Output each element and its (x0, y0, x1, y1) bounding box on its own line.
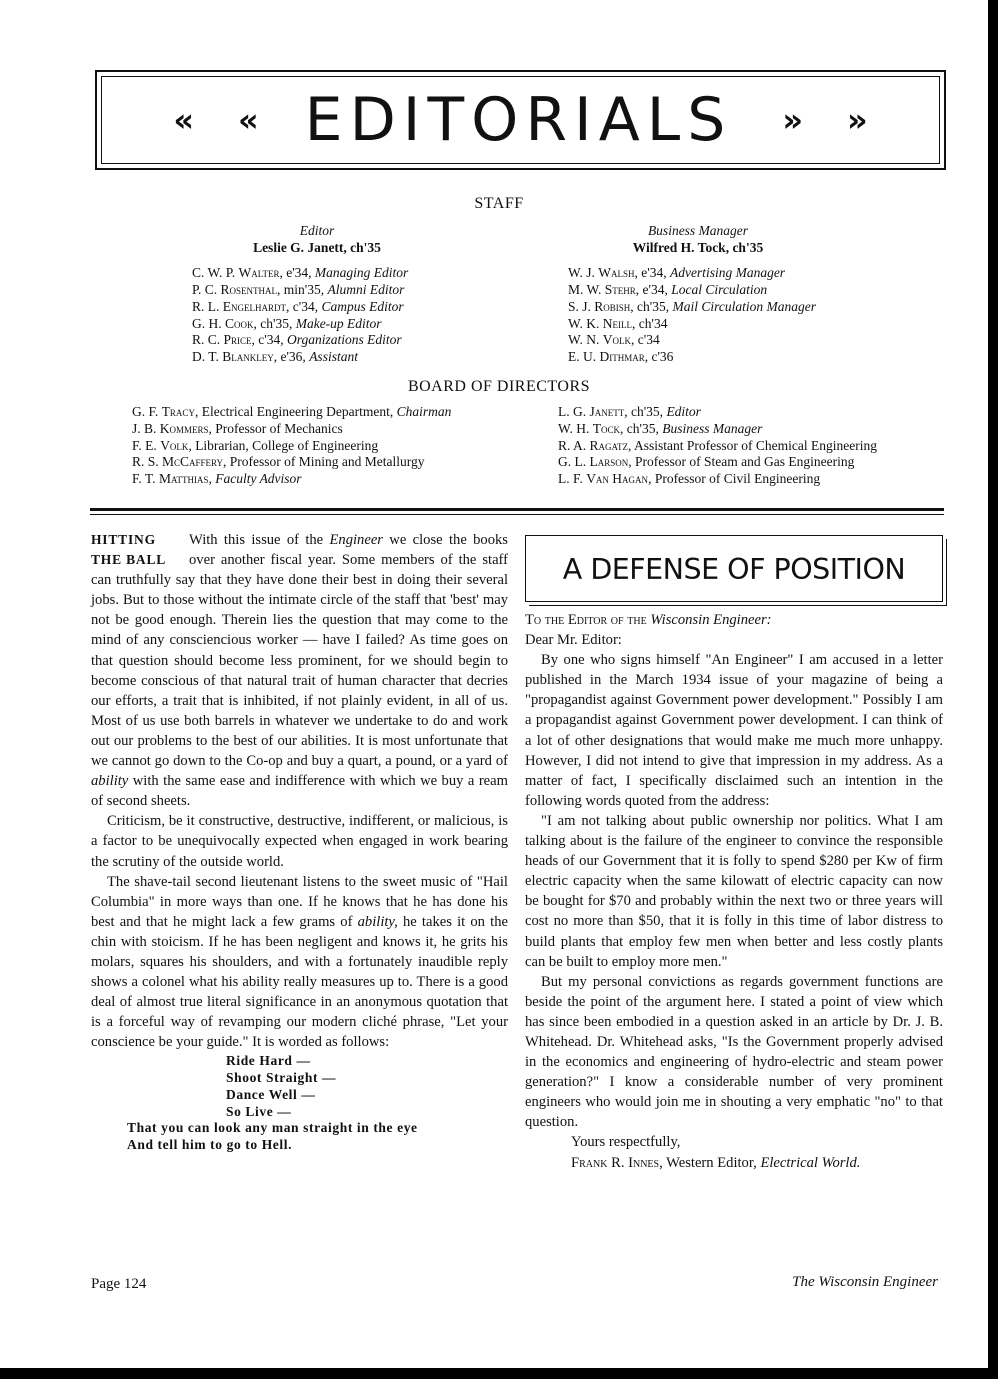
member-initials: J. B. (132, 420, 160, 436)
business-manager-title: Business Manager (647, 223, 749, 238)
member-initials: F. T. (132, 471, 159, 487)
member-class: , ch'35, (630, 298, 673, 314)
member-class: , e'34, (634, 265, 670, 281)
member-initials: R. L. (192, 298, 223, 314)
member-surname: McCaffery (162, 454, 224, 470)
board-right-list (558, 404, 958, 488)
staff-editorial-column (192, 223, 522, 366)
member-surname: Rosenthal (220, 282, 278, 298)
page-edge-bottom (0, 1368, 998, 1379)
member-surname: Neill (602, 315, 633, 331)
member-initials: W. N. (568, 332, 603, 348)
member-surname: Ragatz (589, 437, 629, 453)
member-role: Assistant (309, 348, 358, 364)
sidehead-line: HITTING (91, 532, 156, 547)
left-guillemet: « (238, 101, 259, 139)
member-role: Alumni Editor (327, 282, 405, 298)
member-surname: Janett (589, 404, 625, 419)
member-surname: Dithmar (599, 348, 645, 364)
member-surname: Engelhardt (222, 298, 287, 314)
member-class: , ch'34 (632, 315, 668, 331)
right-guillemet: » (846, 101, 868, 139)
member-surname: Volk (160, 437, 189, 453)
poem-line: And tell him to go to Hell. (127, 1136, 293, 1152)
letter-address: To the Editor of the Wisconsin Engineer: (525, 612, 772, 628)
member-role: Mail Circulation Manager (672, 298, 816, 314)
member-surname: Tock (592, 420, 621, 436)
poem-line: Dance Well — (226, 1086, 316, 1102)
editorials-banner (95, 70, 946, 170)
staff-member (192, 282, 522, 299)
staff-member (192, 265, 522, 282)
member-surname: Cook (225, 315, 254, 331)
member-role: Local Circulation (671, 282, 768, 298)
member-surname: Kommers (159, 420, 209, 436)
staff-member (192, 299, 522, 316)
member-description: , Professor of Civil Engineering (648, 471, 821, 487)
defense-of-position-article (525, 535, 943, 1173)
board-member (558, 438, 958, 455)
member-initials: M. W. (568, 282, 605, 298)
business-staff-list (568, 265, 888, 365)
member-class: , c'36 (644, 348, 674, 364)
hitting-the-ball-article (91, 530, 508, 1154)
board-member (132, 471, 522, 488)
staff-member (568, 316, 888, 333)
board-member (132, 454, 522, 471)
member-role: Advertising Manager (669, 265, 786, 281)
member-description: , (208, 471, 216, 487)
member-surname: Van Hagan (586, 471, 649, 487)
editorial-staff-list (192, 265, 522, 365)
member-surname: Price (223, 332, 252, 348)
board-member (132, 421, 522, 438)
member-initials: F. E. (132, 437, 161, 453)
editor-name: Leslie G. Janett, ch'35 (253, 239, 381, 255)
member-initials: W. K. (568, 315, 603, 331)
editor-title: Editor (299, 223, 335, 238)
staff-member (568, 299, 888, 316)
right-guillemet: » (782, 101, 803, 139)
board-member (558, 421, 958, 438)
member-class: , min'35, (277, 282, 328, 298)
member-class: , c'34, (286, 298, 322, 314)
member-role: Campus Editor (321, 298, 404, 314)
board-member (558, 454, 958, 471)
section-divider-thin (90, 514, 944, 515)
left-guillemet: « (173, 101, 194, 139)
page-title: EDITORIALS (304, 85, 733, 155)
staff-member (192, 332, 522, 349)
page-number: Page 124 (91, 1276, 147, 1292)
poem (91, 1053, 508, 1153)
member-surname: Matthias (158, 471, 209, 487)
member-class: , e'34, (635, 282, 672, 298)
member-initials: W. H. (558, 420, 593, 436)
article-paragraph: With this issue of the Engineer we close the books over another fiscal year. Some members of the staff can truthfully say that they have done their best in doing their several jobs. But to those without the intimate circle of the staff that 'best' may not be good enough. Therein lies the question that may come to the mind of any consciencious worker — have I failed? As time goes on that question should become less prominent, for we should begin to become conscious of that natural trait of human character that decries our efforts, a trait that is inhibited, if not plainly evident, in all of us. Most of us use both barrels in whatever we undertake to do and work out our problems to the best of our abilities. It is most unfortunate that we cannot go down to the Co-op and buy a quart, a pound, or a yard of ability with the same ease and indifference with which we buy a ream of second sheets. (91, 532, 508, 810)
member-description: , ch'35, (624, 404, 667, 419)
banner-inner-border (101, 76, 940, 164)
member-surname: Larson (589, 454, 629, 470)
member-description: , ch'35, (620, 420, 663, 436)
staff-heading: STAFF (474, 195, 524, 212)
member-description: , Professor of Mechanics (208, 420, 343, 436)
member-initials: G. F. (132, 404, 162, 419)
board-member (558, 471, 958, 488)
member-description: , Professor of Mining and Metallurgy (223, 454, 425, 470)
member-initials: D. T. (192, 348, 223, 364)
member-role: Business Manager (662, 420, 763, 436)
member-initials: S. J. (568, 298, 595, 314)
poem-line: Shoot Straight — (226, 1070, 337, 1086)
member-class: , c'34 (631, 332, 660, 348)
member-initials: E. U. (568, 348, 600, 364)
member-description: , Librarian, College of Engineering (188, 437, 379, 453)
section-divider (90, 508, 944, 511)
member-role: Faculty Advisor (215, 471, 302, 487)
poem-line: That you can look any man straight in the eye (127, 1120, 418, 1136)
member-role: Make-up Editor (295, 315, 382, 331)
staff-member (568, 265, 888, 282)
article-paragraph: Criticism, be it constructive, destructive, indifferent, or malicious, is a factor to be unequivocally expected when engaged in work bearing the scrutiny of the outside world. (91, 813, 508, 870)
member-surname: Volk (602, 332, 632, 348)
letter-salutation: Dear Mr. Editor: (525, 632, 622, 649)
member-initials: P. C. (192, 282, 221, 298)
member-description: , Assistant Professor of Chemical Engineering (628, 437, 877, 453)
member-initials: R. A. (558, 437, 590, 453)
member-class: , e'36, (273, 348, 310, 364)
board-left-list (132, 404, 522, 488)
member-initials: G. H. (192, 315, 225, 331)
member-initials: L. F. (558, 471, 587, 487)
member-initials: L. G. (558, 404, 590, 419)
member-surname: Blankley (222, 348, 274, 364)
member-initials: R. S. (132, 454, 163, 470)
member-role: Organizations Editor (286, 332, 402, 348)
letter-paragraph: By one who signs himself "An Engineer" I am accused in a letter published in the March 1934 issue of your magazine of being a "propagandist against Government power development." Possibly I am a propagandist against Government power development. I can think of a lot of other designations that would make me much more unhappy. However, I did not intend to give that impression in my address. As a matter of fact, I specifically disclaimed such an intention in the following words quoted from the address: (525, 652, 943, 809)
poem-line: Ride Hard — (226, 1053, 311, 1069)
publication-name: The Wisconsin Engineer (792, 1274, 938, 1290)
member-initials: R. C. (192, 332, 224, 348)
member-initials: G. L. (558, 454, 590, 470)
board-member (132, 438, 522, 455)
staff-business-column (568, 223, 888, 366)
member-surname: Walsh (598, 265, 635, 281)
member-description: , Professor of Steam and Gas Engineering (628, 454, 855, 470)
member-class: , e'34, (279, 265, 315, 281)
member-surname: Robish (594, 298, 631, 314)
member-role: Editor (666, 404, 701, 419)
letter-closing: Yours respectfully, (571, 1134, 681, 1151)
member-surname: Tracy (161, 404, 195, 419)
letter-paragraph: But my personal convictions as regards government functions are beside the point of the argument here. I stated a point of view which has since been embodied in a question asked in an article by Dr. J. B. Whitehead. Dr. Whitehead asks, "Is the Government properly advised in the economics and engineering of hydro-electric and steam power generation?" I know a considerable number of very prominent engineers who would join me in shouting a very emphatic "no" to that question. (525, 973, 943, 1131)
member-role: Chairman (396, 404, 452, 419)
staff-member (192, 316, 522, 333)
letter-signature: Frank R. Innes, Western Editor, Electrical World. (571, 1154, 861, 1171)
letter-paragraph: "I am not talking about public ownership nor politics. What I am talking about is the failure of the engineer to convince the responsible heads of our Government that it is folly to spend $280 per Kw of firm electric capacity when the same kilowatt of electric capacity can now be bought for $70 and probably within the next two or three years will cost no more than $50, that it is folly in this time of labor distress to build plants that employ few men when better and less costly plants can be built to employ more men." (525, 812, 943, 970)
member-initials: C. W. P. (192, 265, 239, 281)
member-class: , ch'35, (253, 315, 296, 331)
board-heading: BOARD OF DIRECTORS (407, 378, 591, 395)
member-description: , Electrical Engineering Department, (194, 404, 397, 419)
member-surname: Stehr (604, 282, 636, 298)
defense-title-box (525, 535, 943, 602)
board-member (558, 404, 958, 421)
poem-line: So Live — (226, 1103, 292, 1119)
sidehead-line: THE BALL (91, 552, 167, 568)
staff-member (568, 349, 888, 366)
member-class: , c'34, (251, 332, 287, 348)
article-sidehead (91, 530, 187, 570)
staff-member (568, 282, 888, 299)
staff-member (192, 349, 522, 366)
board-member (132, 404, 522, 421)
member-initials: W. J. (568, 265, 599, 281)
defense-title: A DEFENSE OF POSITION (562, 553, 906, 586)
article-paragraph: The shave-tail second lieutenant listens to the sweet music of "Hail Columbia" in more ways than one. If he knows that he has done his best and that he might lack a few grams of ability, he takes it on the chin with stoicism. If he has been negligent and knows it, he grits his molars, squares his shoulders, and with a fortunately inaudible reply shows a colonel what his ability really measures up to. There is a good deal of almost true literal significance in an anonymous quotation that is a forceful way of revamping our modern cliché phrase, "Let your conscience be your guide." It is worded as follows: (91, 873, 508, 1051)
member-role: Managing Editor (314, 265, 409, 281)
member-surname: Walter (238, 265, 280, 281)
business-manager-name: Wilfred H. Tock, ch'35 (632, 239, 764, 255)
staff-member (568, 332, 888, 349)
